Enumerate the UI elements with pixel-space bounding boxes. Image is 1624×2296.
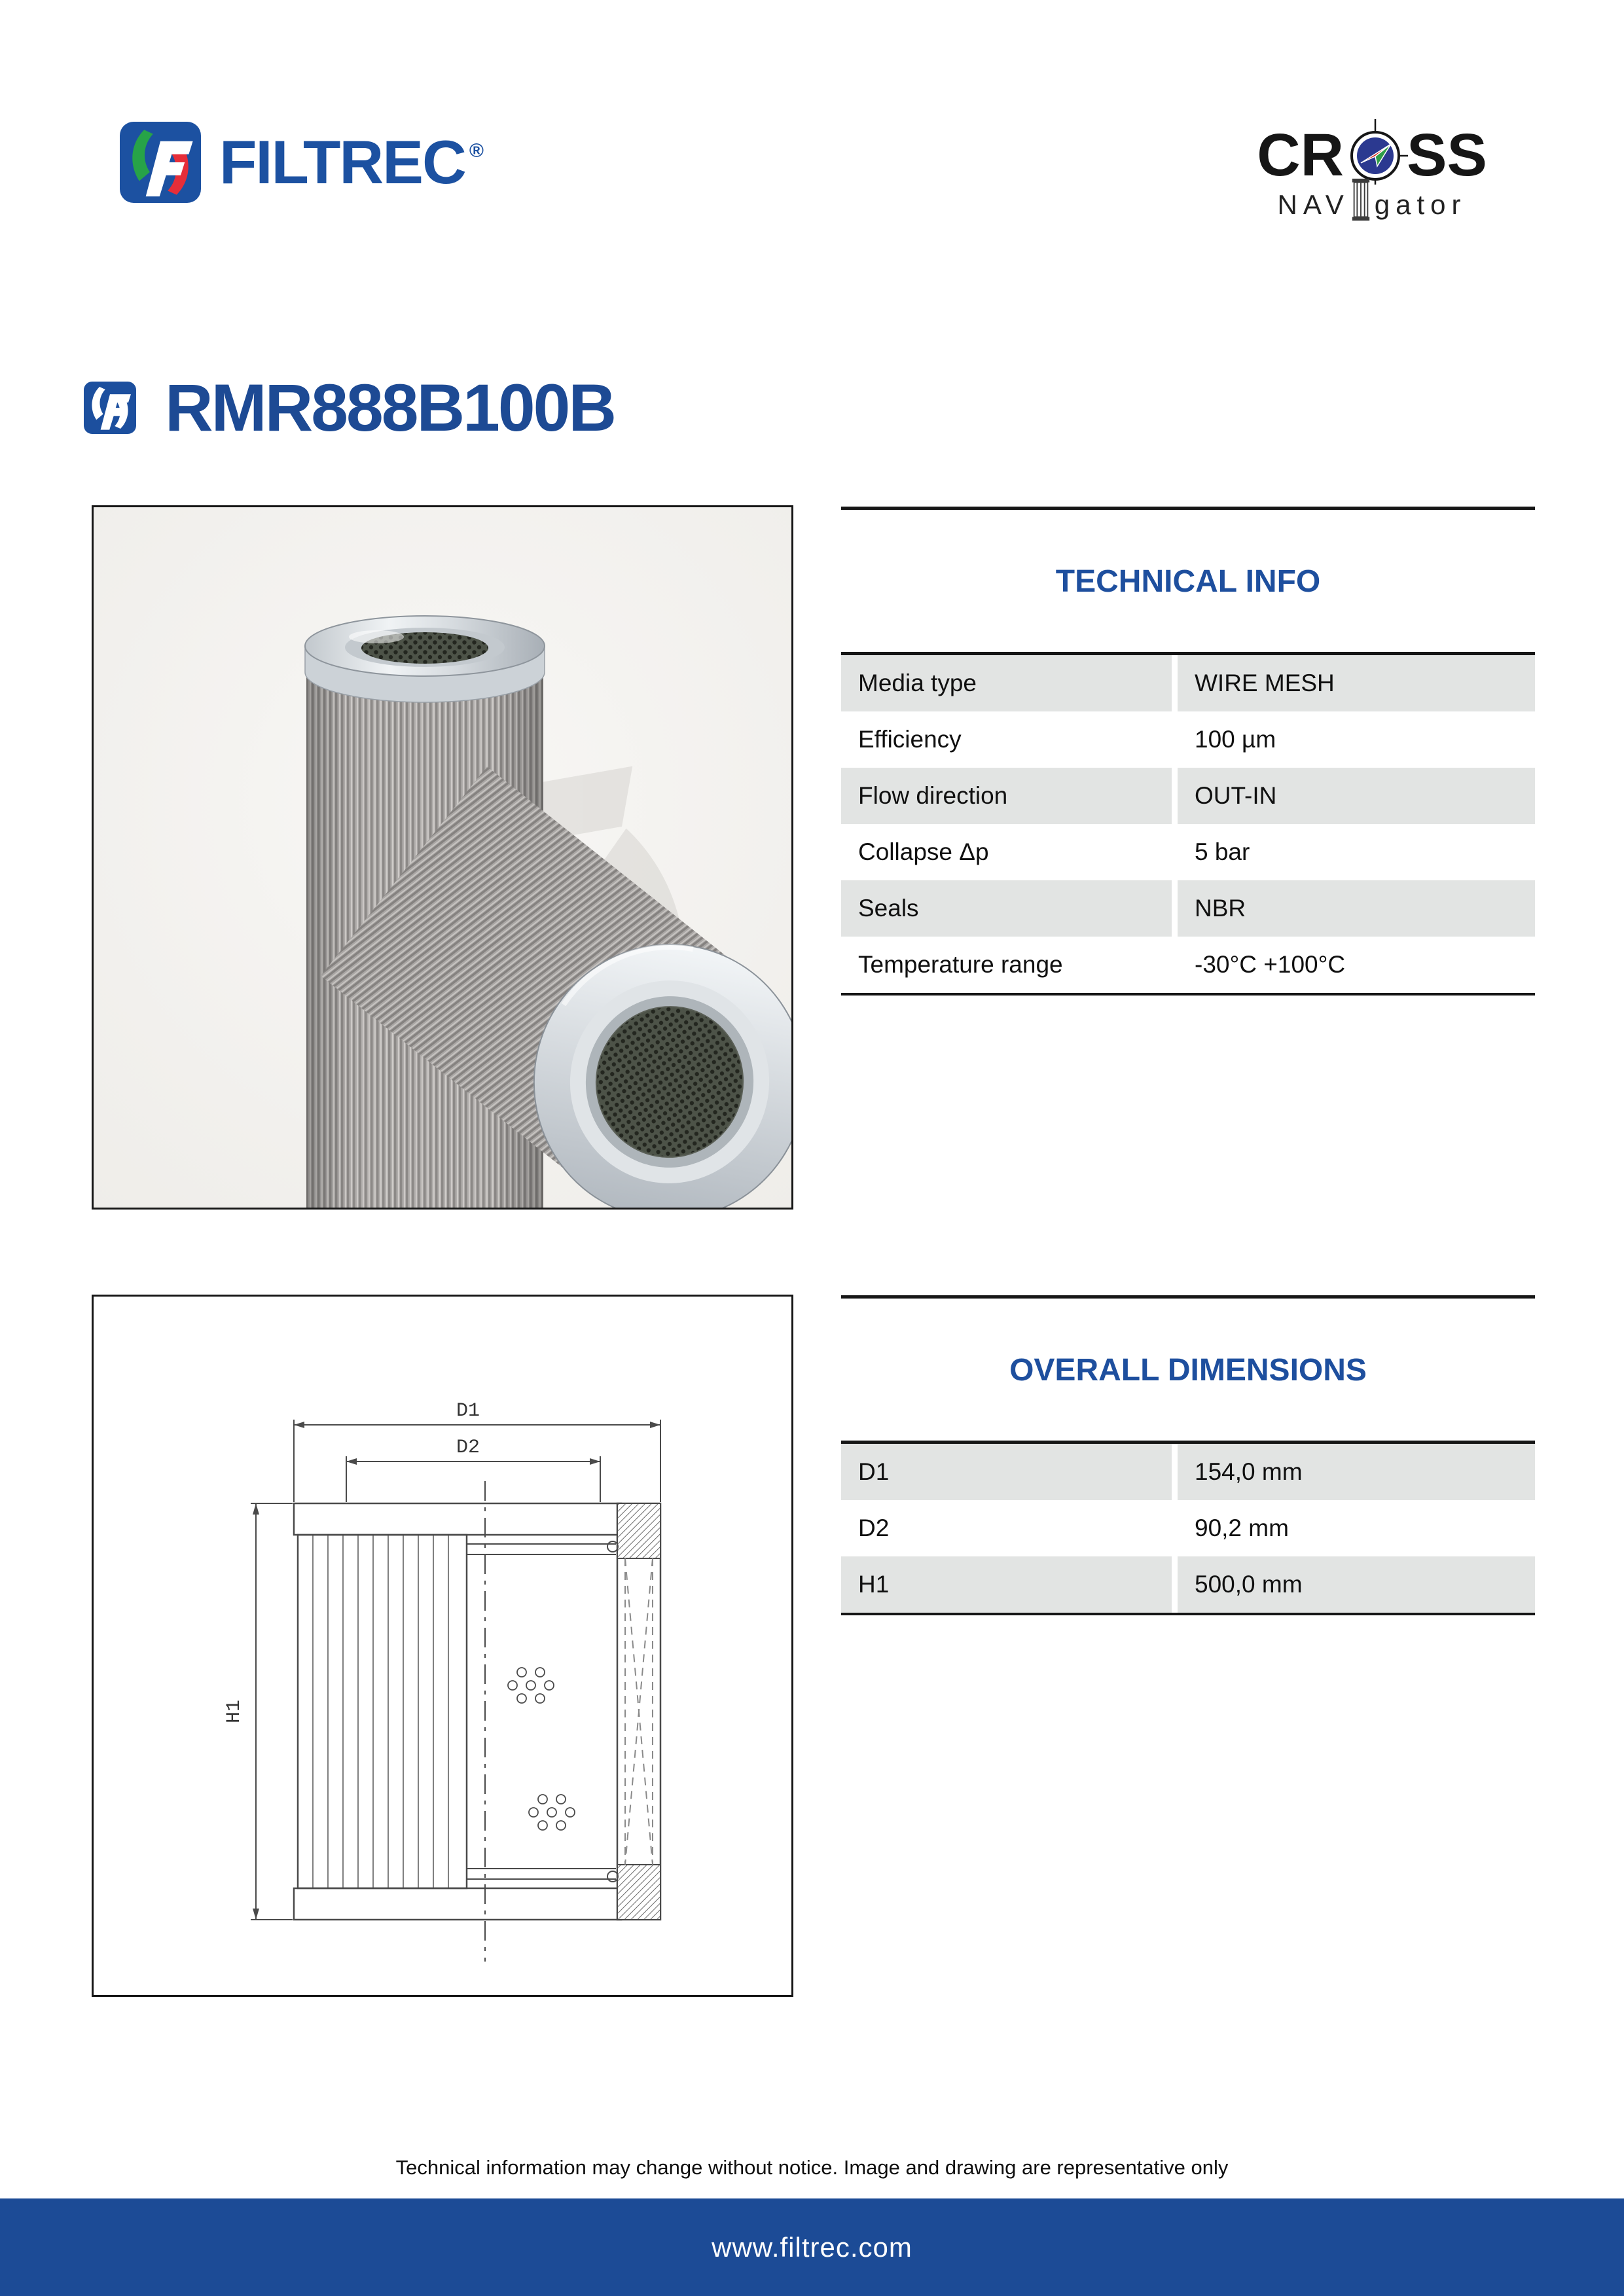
navigator-gator-text: gator	[1374, 189, 1467, 220]
table-row	[841, 655, 1535, 711]
dim-label-d2: D2	[456, 1437, 480, 1459]
cross-logo-line1	[1231, 117, 1513, 194]
product-photo-image	[94, 507, 791, 1208]
column-gap	[1172, 711, 1178, 768]
dim-label-d1: D1	[456, 1400, 480, 1422]
column-gap	[1172, 880, 1178, 937]
row-label: Temperature range	[841, 937, 1172, 993]
filtrec-logo	[120, 122, 484, 203]
cross-navigator-logo	[1231, 117, 1513, 226]
table-row	[841, 1444, 1535, 1500]
overall-dimensions-table	[841, 1441, 1535, 1615]
technical-info-table	[841, 652, 1535, 996]
disclaimer-text: Technical information may change without notice. Image and drawing are representative only	[395, 2156, 1229, 2179]
row-label: Collapse Δp	[841, 824, 1172, 880]
row-value: 90,2 mm	[1178, 1500, 1535, 1556]
column-gap	[1172, 768, 1178, 824]
table-row	[841, 1500, 1535, 1556]
row-value: 500,0 mm	[1178, 1556, 1535, 1613]
column-gap	[1172, 1556, 1178, 1613]
column-gap	[1172, 1500, 1178, 1556]
technical-info-panel	[841, 507, 1535, 996]
row-value: NBR	[1178, 880, 1535, 937]
overall-dimensions-title: OVERALL DIMENSIONS	[1009, 1353, 1367, 1388]
row-label: D2	[841, 1500, 1172, 1556]
table-row	[841, 711, 1535, 768]
row-value: OUT-IN	[1178, 768, 1535, 824]
row-label: H1	[841, 1556, 1172, 1613]
row-label: Seals	[841, 880, 1172, 937]
column-gap	[1172, 655, 1178, 711]
filtrec-logo-mark-icon	[120, 122, 201, 203]
technical-drawing-image	[94, 1297, 791, 1995]
row-value: 154,0 mm	[1178, 1444, 1535, 1500]
cross-logo-left-text: CR	[1257, 122, 1344, 188]
website-link[interactable]: www.filtrec.com	[712, 2231, 912, 2263]
product-mark-icon	[84, 380, 136, 436]
row-value: -30°C +100°C	[1178, 937, 1535, 993]
filtrec-wordmark-text: FILTREC	[219, 128, 465, 196]
filtrec-wordmark	[219, 128, 484, 196]
product-title-row	[84, 370, 615, 445]
row-value: 5 bar	[1178, 824, 1535, 880]
navigator-nav-text: NAV	[1277, 189, 1350, 220]
table-row	[841, 1556, 1535, 1613]
overall-dimensions-panel	[841, 1295, 1535, 1615]
column-gap	[1172, 824, 1178, 880]
column-icon	[1351, 178, 1371, 221]
row-value: WIRE MESH	[1178, 655, 1535, 711]
row-label: D1	[841, 1444, 1172, 1500]
website-bar	[0, 2198, 1624, 2296]
product-code: RMR888B100B	[165, 370, 615, 445]
row-label: Media type	[841, 655, 1172, 711]
dim-label-h1: H1	[223, 1699, 245, 1724]
technical-info-title: TECHNICAL INFO	[1055, 564, 1321, 599]
row-value: 100 µm	[1178, 711, 1535, 768]
table-row	[841, 768, 1535, 824]
row-label: Efficiency	[841, 711, 1172, 768]
row-label: Flow direction	[841, 768, 1172, 824]
table-row	[841, 937, 1535, 993]
technical-drawing	[92, 1295, 793, 1997]
cross-logo-right-text: SS	[1407, 122, 1487, 188]
section-rule	[841, 1295, 1535, 1299]
table-row	[841, 824, 1535, 880]
product-photo	[92, 505, 793, 1210]
column-gap	[1172, 937, 1178, 993]
section-rule	[841, 507, 1535, 510]
column-gap	[1172, 1444, 1178, 1500]
table-row	[841, 880, 1535, 937]
registered-mark: ®	[469, 140, 484, 162]
